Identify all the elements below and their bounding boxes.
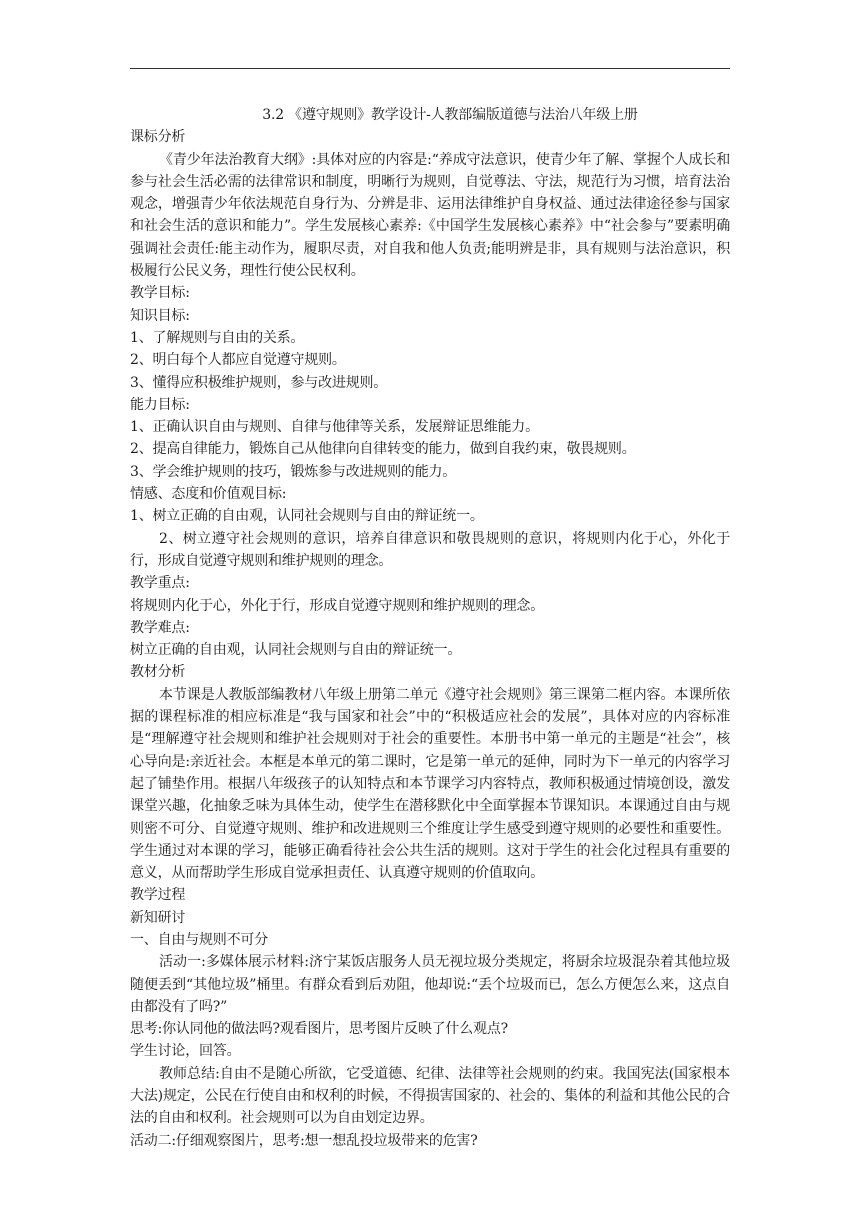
section-heading: 一、自由与规则不可分	[130, 931, 268, 948]
section-heading: 教学过程	[130, 887, 186, 904]
paragraph-list	[130, 126, 730, 1152]
paragraph: 《青少年法治教育大纲》:具体对应的内容是:“养成守法意识，使青少年了解、掌握个人成长和参与社会生活必需的法律常识和制度，明晰行为规则，自觉尊法、守法，规范行为习惯，培育法治观念，增强青少年依法规范自身行为、分辨是非、运用法律维护自身权益、通过法律途径参与国家和社会生活的意识和能力”。学生发展核心素养:《中国学生发展核心素养》中“社会参与”要素明确强调社会责任:能主动作为，履职尽责，对自我和他人负责;能明辨是非，具有规则与法治意识，积极履行公民义务，理性行使公民权利。	[130, 151, 730, 280]
paragraph: 活动一:多媒体展示材料:济宁某饭店服务人员无视垃圾分类规定，将厨余垃圾混杂着其他垃圾随便丢到“其他垃圾”桶里。有群众看到后劝阻，他却说:“丢个垃圾而已，怎么方便怎么来，这点自由都没有了吗?”	[130, 954, 730, 1015]
section-heading: 新知研讨	[130, 909, 186, 926]
section-heading: 教材分析	[130, 664, 186, 681]
section-heading: 情感、态度和价值观目标:	[130, 486, 287, 503]
paragraph: 2、明白每个人都应自觉遵守规则。	[130, 352, 346, 369]
header-rule	[130, 68, 730, 69]
paragraph: 本节课是人教版部编教材八年级上册第二单元《遵守社会规则》第三课第二框内容。本课所依据的课程标准的相应标准是“我与国家和社会”中的“积极适应社会的发展”，具体对应的内容标准是“理解遵守社会规则和维护社会规则对于社会的重要性。本册书中第一单元的主题是“社会”，核心导向是:亲近社会。本框是本单元的第二课时，它是第一单元的延伸，同时为下一单元的内容学习起了铺垫作用。根据八年级孩子的认知特点和本节课学习内容特点，教师积极通过情境创设，激发课堂兴趣，化抽象乏味为具体生动，使学生在潜移默化中全面掌握本节课知识。本课通过自由与规则密不可分、自觉遵守规则、维护和改进规则三个维度让学生感受到遵守规则的必要性和重要性。学生通过对本课的学习，能够正确看待社会公共生活的规则。这对于学生的社会化过程具有重要的意义，从而帮助学生形成自觉承担责任、认真遵守规则的价值取向。	[130, 686, 730, 882]
section-heading: 知识目标:	[130, 307, 190, 324]
document-title: 3.2 《遵守规则》教学设计-人教部编版道德与法治八年级上册	[262, 107, 638, 123]
paragraph: 1、正确认识自由与规则、自律与他律等关系，发展辩证思维能力。	[130, 419, 539, 436]
paragraph: 将规则内化于心，外化于行，形成自觉遵守规则和维护规则的理念。	[130, 597, 544, 614]
paragraph: 思考:你认同他的做法吗?观看图片，思考图片反映了什么观点?	[130, 1021, 508, 1038]
section-heading: 教学难点:	[130, 619, 190, 636]
paragraph: 教师总结:自由不是随心所欲，它受道德、纪律、法律等社会规则的约束。我国宪法(国家根本大法)规定，公民在行使自由和权利的时候，不得损害国家的、社会的、集体的利益和其他公民的合法的自由和权利。社会规则可以为自由划定边界。	[130, 1065, 730, 1127]
paragraph: 1、树立正确的自由观，认同社会规则与自由的辩证统一。	[130, 508, 484, 525]
document-body	[130, 104, 730, 1152]
paragraph: 学生讨论，回答。	[130, 1043, 241, 1060]
section-heading: 课标分析	[130, 129, 186, 146]
section-heading: 能力目标:	[130, 396, 190, 413]
paragraph: 1、了解规则与自由的关系。	[130, 329, 305, 346]
paragraph: 树立正确的自由观，认同社会规则与自由的辩证统一。	[130, 642, 462, 659]
paragraph: 2、提高自律能力，锻炼自己从他律向自律转变的能力，做到自我约束，敬畏规则。	[130, 441, 636, 458]
section-heading: 教学目标:	[130, 285, 190, 302]
section-heading: 教学重点:	[130, 575, 190, 592]
paragraph: 3、学会维护规则的技巧，锻炼参与改进规则的能力。	[130, 463, 457, 480]
paragraph: 3、懂得应积极维护规则，参与改进规则。	[130, 374, 388, 391]
section-heading: 活动二:仔细观察图片，思考:想一想乱投垃圾带来的危害?	[130, 1132, 478, 1149]
paragraph: 2、树立遵守社会规则的意识，培养自律意识和敬畏规则的意识，将规则内化于心，外化于行，形成自觉遵守规则和维护规则的理念。	[130, 530, 730, 569]
